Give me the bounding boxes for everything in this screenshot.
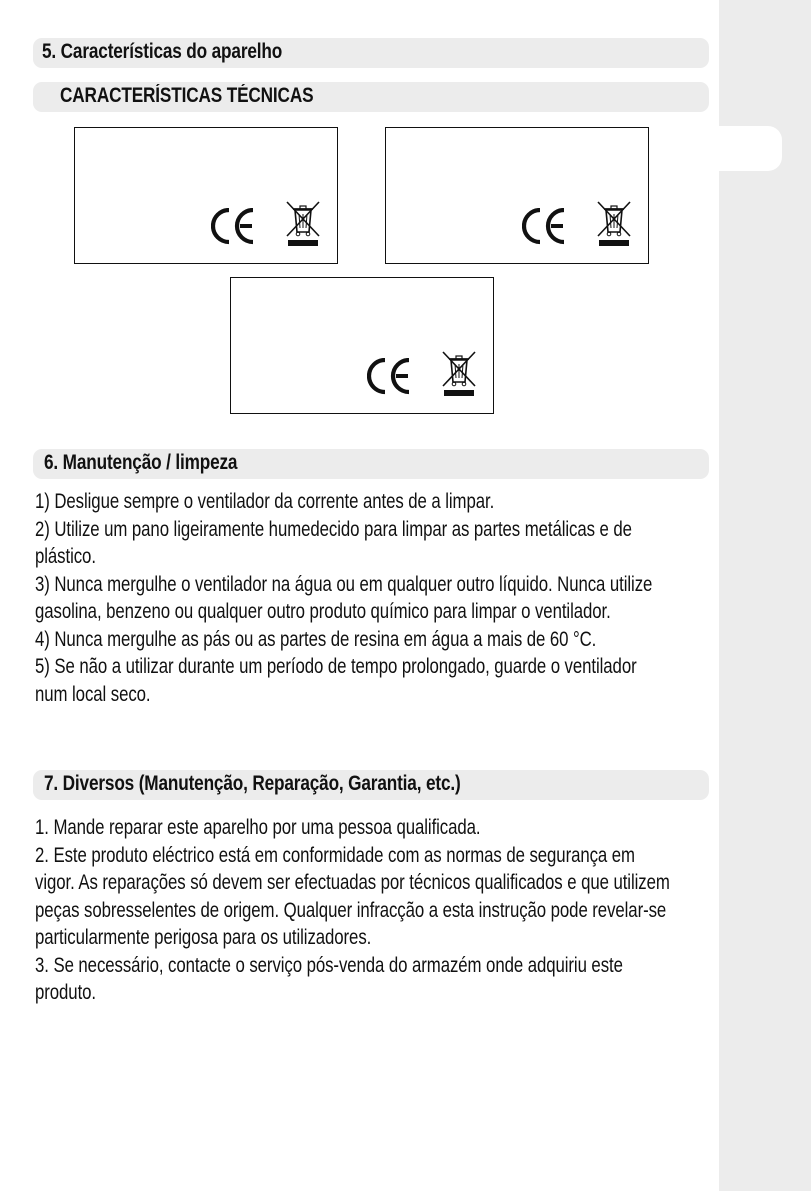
maintenance-line: 2) Utilize um pano ligeiramente humedecido para limpar as partes metálicas e de bbox=[35, 517, 632, 541]
weee-bin-icon bbox=[597, 201, 631, 247]
misc-line: 3. Se necessário, contacte o serviço pós-venda do armazém onde adquiriu este bbox=[35, 953, 623, 977]
section-7-header bbox=[33, 770, 709, 800]
maintenance-paragraph bbox=[35, 488, 723, 708]
misc-line: 1. Mande reparar este aparelho por uma pessoa qualificada. bbox=[35, 816, 481, 839]
rating-label-1 bbox=[74, 127, 338, 264]
chapter-tab bbox=[719, 126, 782, 171]
section-5-title: 5. Características do aparelho bbox=[42, 40, 283, 63]
weee-bin-icon bbox=[442, 351, 476, 397]
maintenance-line: 3) Nunca mergulhe o ventilador na água ou em qualquer outro líquido. Nunca utilize bbox=[35, 572, 653, 596]
maintenance-line: 5) Se não a utilizar durante um período de tempo prolongado, guarde o ventilador bbox=[35, 655, 637, 678]
section-5-header bbox=[33, 38, 709, 68]
page-side-margin bbox=[719, 0, 811, 1191]
misc-line: vigor. As reparações só devem ser efectuadas por técnicos qualificados e que utilizem bbox=[35, 871, 670, 894]
misc-line: produto. bbox=[35, 981, 97, 1004]
misc-line: peças sobresselentes de origem. Qualquer infracção a esta instrução pode revelar-se bbox=[35, 898, 667, 922]
section-7-title: 7. Diversos (Manutenção, Reparação, Garantia, etc.) bbox=[44, 772, 461, 795]
technical-title: CARACTERÍSTICAS TÉCNICAS bbox=[60, 84, 314, 107]
ce-mark-icon bbox=[522, 208, 580, 245]
section-6-title: 6. Manutenção / limpeza bbox=[44, 451, 238, 474]
maintenance-line: plástico. bbox=[35, 545, 96, 568]
misc-line: particularmente perigosa para os utilizadores. bbox=[35, 926, 372, 949]
misc-line: 2. Este produto eléctrico está em conformidade com as normas de segurança em bbox=[35, 843, 635, 867]
maintenance-line: 4) Nunca mergulhe as pás ou as partes de resina em água a mais de 60 °C. bbox=[35, 627, 597, 651]
maintenance-line: num local seco. bbox=[35, 682, 151, 706]
technical-header bbox=[33, 82, 709, 112]
miscellaneous-paragraph bbox=[35, 814, 723, 1007]
weee-bin-icon bbox=[286, 201, 320, 247]
maintenance-line: gasolina, benzeno ou qualquer outro produto químico para limpar o ventilador. bbox=[35, 600, 611, 623]
rating-label-3 bbox=[230, 277, 494, 414]
section-6-header bbox=[33, 449, 709, 479]
ce-mark-icon bbox=[211, 208, 269, 245]
ce-mark-icon bbox=[367, 358, 425, 395]
rating-label-2 bbox=[385, 127, 649, 264]
maintenance-line: 1) Desligue sempre o ventilador da corrente antes de a limpar. bbox=[35, 490, 495, 513]
